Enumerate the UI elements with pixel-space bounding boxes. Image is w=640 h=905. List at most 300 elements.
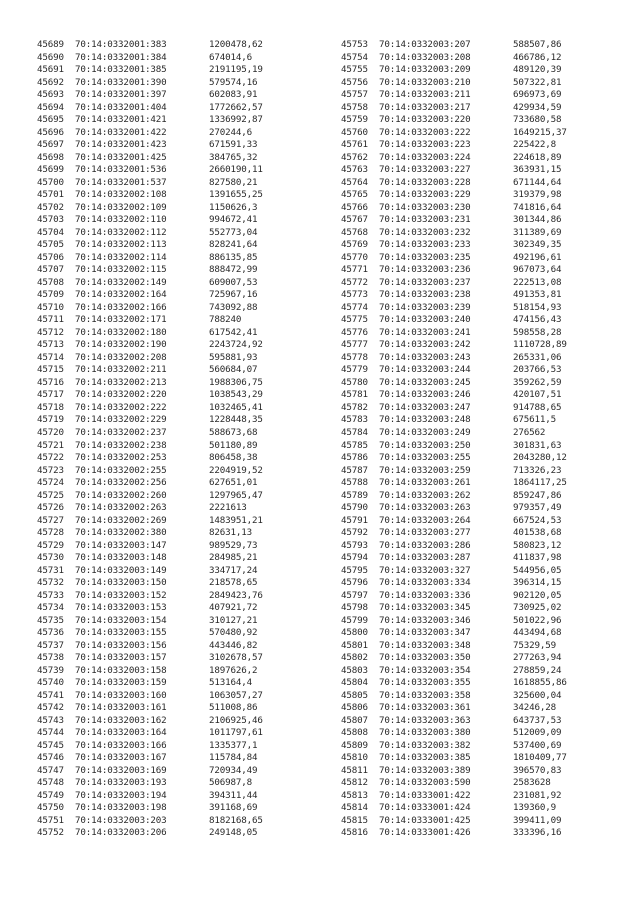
row-id: 45798 — [341, 602, 368, 614]
row-id: 45772 — [341, 276, 368, 288]
row-id: 45723 — [37, 464, 64, 476]
cadastral-number: 70:14:0332003:231 — [379, 214, 471, 226]
table-row — [341, 89, 631, 102]
amount-value: 2583628 — [513, 777, 551, 789]
cadastral-number: 70:14:0332003:336 — [379, 589, 471, 601]
table-row — [37, 189, 327, 202]
amount-value: 1483951,21 — [209, 514, 263, 526]
cadastral-number: 70:14:0332003:232 — [379, 226, 471, 238]
cadastral-number: 70:14:0332002:213 — [75, 376, 167, 388]
amount-value: 579574,16 — [209, 76, 258, 88]
cadastral-number: 70:14:0332003:247 — [379, 401, 471, 413]
amount-value: 399411,09 — [513, 814, 562, 826]
amount-value: 203766,53 — [513, 364, 562, 376]
table-row — [341, 64, 631, 77]
amount-value: 580823,12 — [513, 539, 562, 551]
amount-value: 2660190,11 — [209, 164, 263, 176]
table-row — [341, 727, 631, 740]
amount-value: 511008,86 — [209, 702, 258, 714]
table-row — [341, 652, 631, 665]
row-id: 45691 — [37, 64, 64, 76]
row-id: 45737 — [37, 639, 64, 651]
table-row — [37, 665, 327, 678]
cadastral-number: 70:14:0332003:354 — [379, 664, 471, 676]
table-row — [37, 740, 327, 753]
row-id: 45805 — [341, 689, 368, 701]
table-row — [37, 127, 327, 140]
amount-value: 310127,21 — [209, 614, 258, 626]
amount-value: 82631,13 — [209, 527, 253, 539]
cadastral-number: 70:14:0332003:242 — [379, 339, 471, 351]
cadastral-number: 70:14:0333001:422 — [379, 789, 471, 801]
amount-value: 674014,6 — [209, 51, 253, 63]
table-row — [341, 289, 631, 302]
table-row — [341, 590, 631, 603]
cadastral-number: 70:14:0332003:233 — [379, 239, 471, 251]
row-id: 45751 — [37, 814, 64, 826]
amount-value: 491353,81 — [513, 289, 562, 301]
table-row — [341, 177, 631, 190]
amount-value: 489120,39 — [513, 64, 562, 76]
table-row — [37, 139, 327, 152]
row-id: 45756 — [341, 76, 368, 88]
table-row — [37, 502, 327, 515]
table-row — [341, 427, 631, 440]
cadastral-number: 70:14:0332003:346 — [379, 614, 471, 626]
cadastral-number: 70:14:0332003:243 — [379, 351, 471, 363]
amount-value: 588507,86 — [513, 39, 562, 50]
row-id: 45811 — [341, 764, 368, 776]
table-row — [37, 527, 327, 540]
cadastral-number: 70:14:0332003:167 — [75, 752, 167, 764]
cadastral-number: 70:14:0332003:206 — [75, 827, 167, 839]
row-id: 45746 — [37, 752, 64, 764]
amount-value: 1618855,86 — [513, 677, 567, 689]
cadastral-number: 70:14:0332003:154 — [75, 614, 167, 626]
amount-value: 34246,28 — [513, 702, 557, 714]
amount-value: 741816,64 — [513, 201, 562, 213]
amount-value: 1649215,37 — [513, 126, 567, 138]
amount-value: 325600,04 — [513, 689, 562, 701]
amount-value: 407921,72 — [209, 602, 258, 614]
cadastral-number: 70:14:0332002:222 — [75, 401, 167, 413]
row-id: 45744 — [37, 727, 64, 739]
cadastral-number: 70:14:0332003:198 — [75, 802, 167, 814]
cadastral-number: 70:14:0332003:229 — [379, 189, 471, 201]
amount-value: 713326,23 — [513, 464, 562, 476]
table-row — [37, 815, 327, 828]
row-id: 45769 — [341, 239, 368, 251]
table-row — [37, 202, 327, 215]
table-row — [37, 765, 327, 778]
table-row — [37, 490, 327, 503]
amount-value: 570480,92 — [209, 627, 258, 639]
row-id: 45696 — [37, 126, 64, 138]
row-id: 45701 — [37, 189, 64, 201]
cadastral-number: 70:14:0332002:112 — [75, 226, 167, 238]
row-id: 45742 — [37, 702, 64, 714]
cadastral-number: 70:14:0332002:237 — [75, 426, 167, 438]
amount-value: 617542,41 — [209, 326, 258, 338]
table-row — [341, 252, 631, 265]
table-row — [341, 102, 631, 115]
row-id: 45732 — [37, 577, 64, 589]
row-id: 45783 — [341, 414, 368, 426]
row-id: 45784 — [341, 426, 368, 438]
table-row — [37, 114, 327, 127]
table-row — [37, 627, 327, 640]
cadastral-number: 70:14:0332003:222 — [379, 126, 471, 138]
row-id: 45735 — [37, 614, 64, 626]
cadastral-number: 70:14:0332002:208 — [75, 351, 167, 363]
row-id: 45749 — [37, 789, 64, 801]
row-id: 45814 — [341, 802, 368, 814]
row-id: 45718 — [37, 401, 64, 413]
cadastral-number: 70:14:0332002:269 — [75, 514, 167, 526]
table-row — [341, 214, 631, 227]
amount-value: 643737,53 — [513, 714, 562, 726]
cadastral-number: 70:14:0332003:249 — [379, 426, 471, 438]
row-id: 45764 — [341, 176, 368, 188]
amount-value: 302349,35 — [513, 239, 562, 251]
table-row — [341, 815, 631, 828]
amount-value: 1810409,77 — [513, 752, 567, 764]
amount-value: 249148,05 — [209, 827, 258, 839]
table-row — [341, 77, 631, 90]
table-row — [341, 164, 631, 177]
row-id: 45743 — [37, 714, 64, 726]
table-row — [37, 702, 327, 715]
row-id: 45788 — [341, 477, 368, 489]
table-row — [37, 440, 327, 453]
table-row — [37, 790, 327, 803]
row-id: 45719 — [37, 414, 64, 426]
cadastral-number: 70:14:0333001:425 — [379, 814, 471, 826]
table-row — [37, 515, 327, 528]
table-row — [341, 189, 631, 202]
table-row — [37, 777, 327, 790]
amount-value: 979357,49 — [513, 502, 562, 514]
amount-value: 902120,05 — [513, 589, 562, 601]
cadastral-number: 70:14:0332002:108 — [75, 189, 167, 201]
row-id: 45775 — [341, 314, 368, 326]
amount-value: 466786,12 — [513, 51, 562, 63]
amount-value: 720934,49 — [209, 764, 258, 776]
table-row — [37, 552, 327, 565]
amount-value: 675611,5 — [513, 414, 557, 426]
row-id: 45707 — [37, 264, 64, 276]
amount-value: 1200478,62 — [209, 39, 263, 50]
row-id: 45704 — [37, 226, 64, 238]
table-row — [37, 214, 327, 227]
row-id: 45768 — [341, 226, 368, 238]
table-row — [341, 577, 631, 590]
amount-value: 967073,64 — [513, 264, 562, 276]
row-id: 45703 — [37, 214, 64, 226]
amount-value: 443446,82 — [209, 639, 258, 651]
table-row — [341, 452, 631, 465]
row-id: 45738 — [37, 652, 64, 664]
row-id: 45778 — [341, 351, 368, 363]
amount-value: 725967,16 — [209, 289, 258, 301]
table-row — [341, 640, 631, 653]
row-id: 45690 — [37, 51, 64, 63]
row-id: 45762 — [341, 151, 368, 163]
row-id: 45693 — [37, 89, 64, 101]
table-row — [341, 277, 631, 290]
cadastral-number: 70:14:0332003:382 — [379, 739, 471, 751]
amount-value: 2849423,76 — [209, 589, 263, 601]
amount-value: 1988306,75 — [209, 376, 263, 388]
table-row — [341, 502, 631, 515]
row-id: 45767 — [341, 214, 368, 226]
amount-value: 218578,65 — [209, 577, 258, 589]
row-id: 45740 — [37, 677, 64, 689]
row-id: 45799 — [341, 614, 368, 626]
row-id: 45789 — [341, 489, 368, 501]
cadastral-number: 70:14:0332003:203 — [75, 814, 167, 826]
cadastral-number: 70:14:0332003:277 — [379, 527, 471, 539]
row-id: 45716 — [37, 376, 64, 388]
cadastral-number: 70:14:0332003:209 — [379, 64, 471, 76]
amount-value: 507322,81 — [513, 76, 562, 88]
amount-value: 384765,32 — [209, 151, 258, 163]
amount-value: 609007,53 — [209, 276, 258, 288]
table-row — [37, 752, 327, 765]
table-row — [37, 289, 327, 302]
amount-value: 363931,15 — [513, 164, 562, 176]
cadastral-number: 70:14:0332001:422 — [75, 126, 167, 138]
row-id: 45779 — [341, 364, 368, 376]
table-row — [37, 827, 327, 840]
amount-value: 2106925,46 — [209, 714, 263, 726]
cadastral-number: 70:14:0332003:287 — [379, 552, 471, 564]
cadastral-number: 70:14:0332003:166 — [75, 739, 167, 751]
cadastral-number: 70:14:0332002:190 — [75, 339, 167, 351]
amount-value: 667524,53 — [513, 514, 562, 526]
cadastral-number: 70:14:0332003:355 — [379, 677, 471, 689]
table-row — [37, 690, 327, 703]
table-row — [37, 364, 327, 377]
amount-value: 730925,02 — [513, 602, 562, 614]
row-id: 45797 — [341, 589, 368, 601]
row-id: 45777 — [341, 339, 368, 351]
amount-value: 788240 — [209, 314, 242, 326]
cadastral-number: 70:14:0332003:169 — [75, 764, 167, 776]
table-row — [341, 127, 631, 140]
cadastral-number: 70:14:0332001:536 — [75, 164, 167, 176]
cadastral-number: 70:14:0332001:390 — [75, 76, 167, 88]
cadastral-number: 70:14:0332002:109 — [75, 201, 167, 213]
cadastral-number: 70:14:0332003:147 — [75, 539, 167, 551]
row-id: 45748 — [37, 777, 64, 789]
cadastral-number: 70:14:0332002:260 — [75, 489, 167, 501]
row-id: 45809 — [341, 739, 368, 751]
row-id: 45765 — [341, 189, 368, 201]
amount-value: 886135,85 — [209, 251, 258, 263]
cadastral-number: 70:14:0332003:149 — [75, 564, 167, 576]
amount-value: 671591,33 — [209, 139, 258, 151]
row-id: 45709 — [37, 289, 64, 301]
cadastral-number: 70:14:0332003:248 — [379, 414, 471, 426]
row-id: 45800 — [341, 627, 368, 639]
row-id: 45741 — [37, 689, 64, 701]
table-row — [37, 540, 327, 553]
amount-value: 506987,8 — [209, 777, 253, 789]
table-row — [341, 152, 631, 165]
cadastral-number: 70:14:0332002:164 — [75, 289, 167, 301]
cadastral-number: 70:14:0332003:164 — [75, 727, 167, 739]
cadastral-number: 70:14:0332003:327 — [379, 564, 471, 576]
table-row — [37, 152, 327, 165]
row-id: 45722 — [37, 452, 64, 464]
table-row — [37, 89, 327, 102]
row-id: 45760 — [341, 126, 368, 138]
row-id: 45780 — [341, 376, 368, 388]
row-id: 45752 — [37, 827, 64, 839]
table-row — [341, 389, 631, 402]
cadastral-number: 70:14:0332003:230 — [379, 201, 471, 213]
amount-value: 1063057,27 — [209, 689, 263, 701]
amount-value: 501022,96 — [513, 614, 562, 626]
row-id: 45804 — [341, 677, 368, 689]
cadastral-number: 70:14:0332002:253 — [75, 452, 167, 464]
table-row — [37, 565, 327, 578]
amount-value: 334717,24 — [209, 564, 258, 576]
cadastral-number: 70:14:0332003:208 — [379, 51, 471, 63]
row-id: 45759 — [341, 114, 368, 126]
cadastral-number: 70:14:0332002:263 — [75, 502, 167, 514]
row-id: 45796 — [341, 577, 368, 589]
table-row — [37, 264, 327, 277]
cadastral-number: 70:14:0332001:384 — [75, 51, 167, 63]
table-row — [341, 465, 631, 478]
cadastral-number: 70:14:0332001:383 — [75, 39, 167, 50]
cadastral-number: 70:14:0332003:155 — [75, 627, 167, 639]
row-id: 45787 — [341, 464, 368, 476]
cadastral-number: 70:14:0332002:238 — [75, 439, 167, 451]
amount-value: 1032465,41 — [209, 401, 263, 413]
cadastral-number: 70:14:0332003:334 — [379, 577, 471, 589]
amount-value: 420107,51 — [513, 389, 562, 401]
amount-value: 994672,41 — [209, 214, 258, 226]
row-id: 45803 — [341, 664, 368, 676]
cadastral-number: 70:14:0332003:161 — [75, 702, 167, 714]
amount-value: 396314,15 — [513, 577, 562, 589]
row-id: 45747 — [37, 764, 64, 776]
row-id: 45802 — [341, 652, 368, 664]
table-row — [341, 677, 631, 690]
row-id: 45771 — [341, 264, 368, 276]
table-row — [37, 677, 327, 690]
row-id: 45807 — [341, 714, 368, 726]
amount-value: 512009,09 — [513, 727, 562, 739]
amount-value: 8182168,65 — [209, 814, 263, 826]
amount-value: 270244,6 — [209, 126, 253, 138]
row-id: 45755 — [341, 64, 368, 76]
row-id: 45801 — [341, 639, 368, 651]
cadastral-number: 70:14:0332002:220 — [75, 389, 167, 401]
cadastral-number: 70:14:0332002:171 — [75, 314, 167, 326]
cadastral-number: 70:14:0332001:425 — [75, 151, 167, 163]
cadastral-number: 70:14:0333001:424 — [379, 802, 471, 814]
amount-value: 1864117,25 — [513, 477, 567, 489]
cadastral-number: 70:14:0332003:350 — [379, 652, 471, 664]
amount-value: 394311,44 — [209, 789, 258, 801]
amount-value: 1297965,47 — [209, 489, 263, 501]
row-id: 45714 — [37, 351, 64, 363]
row-id: 45734 — [37, 602, 64, 614]
row-id: 45713 — [37, 339, 64, 351]
amount-value: 1336992,87 — [209, 114, 263, 126]
amount-value: 806458,38 — [209, 452, 258, 464]
cadastral-number: 70:14:0332003:150 — [75, 577, 167, 589]
cadastral-number: 70:14:0332003:148 — [75, 552, 167, 564]
cadastral-number: 70:14:0332001:404 — [75, 101, 167, 113]
table-row — [341, 802, 631, 815]
amount-value: 588673,68 — [209, 426, 258, 438]
amount-value: 537400,69 — [513, 739, 562, 751]
table-row — [341, 690, 631, 703]
cadastral-number: 70:14:0332001:421 — [75, 114, 167, 126]
row-id: 45785 — [341, 439, 368, 451]
row-id: 45763 — [341, 164, 368, 176]
amount-value: 301344,86 — [513, 214, 562, 226]
cadastral-number: 70:14:0332002:149 — [75, 276, 167, 288]
table-row — [341, 314, 631, 327]
cadastral-number: 70:14:0332003:264 — [379, 514, 471, 526]
cadastral-number: 70:14:0332001:397 — [75, 89, 167, 101]
row-id: 45710 — [37, 301, 64, 313]
row-id: 45750 — [37, 802, 64, 814]
cadastral-number: 70:14:0332003:237 — [379, 276, 471, 288]
row-id: 45745 — [37, 739, 64, 751]
amount-value: 627651,01 — [209, 477, 258, 489]
cadastral-number: 70:14:0332003:250 — [379, 439, 471, 451]
table-row — [37, 452, 327, 465]
table-row — [341, 202, 631, 215]
amount-value: 1228448,35 — [209, 414, 263, 426]
table-row — [37, 577, 327, 590]
table-row — [341, 602, 631, 615]
table-row — [37, 177, 327, 190]
table-row — [341, 377, 631, 390]
cadastral-number: 70:14:0332003:153 — [75, 602, 167, 614]
amount-value: 391168,69 — [209, 802, 258, 814]
row-id: 45708 — [37, 276, 64, 288]
row-id: 45757 — [341, 89, 368, 101]
table-row — [37, 64, 327, 77]
cadastral-number: 70:14:0332002:114 — [75, 251, 167, 263]
amount-value: 301831,63 — [513, 439, 562, 451]
table-row — [37, 227, 327, 240]
amount-value: 1110728,89 — [513, 339, 567, 351]
cadastral-number: 70:14:0332003:227 — [379, 164, 471, 176]
row-id: 45692 — [37, 76, 64, 88]
amount-value: 1150626,3 — [209, 201, 258, 213]
cadastral-number: 70:14:0332003:239 — [379, 301, 471, 313]
table-row — [37, 277, 327, 290]
row-id: 45792 — [341, 527, 368, 539]
row-id: 45694 — [37, 101, 64, 113]
amount-value: 1038543,29 — [209, 389, 263, 401]
row-id: 45689 — [37, 39, 64, 50]
row-id: 45782 — [341, 401, 368, 413]
row-id: 45733 — [37, 589, 64, 601]
amount-value: 231081,92 — [513, 789, 562, 801]
cadastral-number: 70:14:0332003:286 — [379, 539, 471, 551]
table-row — [341, 752, 631, 765]
